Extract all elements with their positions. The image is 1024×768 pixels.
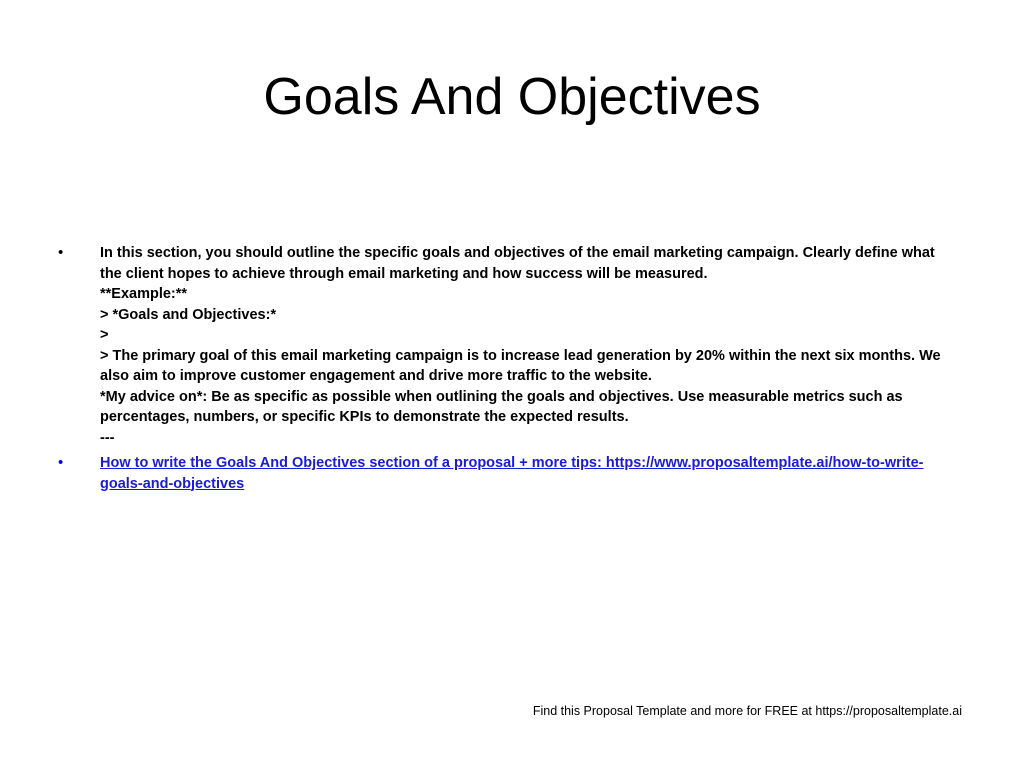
intro-paragraph: In this section, you should outline the specific goals and objectives of the email marketing campaign. Clearly define what the client hopes to achieve through email marketing and how success will be measured. xyxy=(100,245,935,282)
bullet-dot: • xyxy=(58,244,64,261)
list-item xyxy=(50,453,960,494)
tips-link[interactable]: How to write the Goals And Objectives section of a proposal + more tips: https://www.proposaltemplate.ai/how-to-write-goals-and-objectives xyxy=(100,455,924,492)
quote-body: > The primary goal of this email marketing campaign is to increase lead generation by 20% within the next six months. We also aim to improve customer engagement and drive more traffic to the website. xyxy=(100,347,941,384)
quote-spacer: > xyxy=(100,327,109,343)
quote-heading: > *Goals and Objectives:* xyxy=(100,306,277,323)
bullet-dot: • xyxy=(58,454,64,471)
example-heading: **Example:** xyxy=(100,286,188,302)
advice-paragraph: *My advice on*: Be as specific as possible when outlining the goals and objectives. Use measurable metrics such as percentages, numbers, or specific KPIs to demonstrate the expected results. xyxy=(100,388,903,425)
list-item xyxy=(50,243,960,448)
slide-title: Goals And Objectives xyxy=(263,68,761,126)
divider-text: --- xyxy=(100,429,115,446)
bullet-list xyxy=(50,243,960,494)
footer-text: Find this Proposal Template and more for FREE at https://proposaltemplate.ai xyxy=(532,704,962,718)
